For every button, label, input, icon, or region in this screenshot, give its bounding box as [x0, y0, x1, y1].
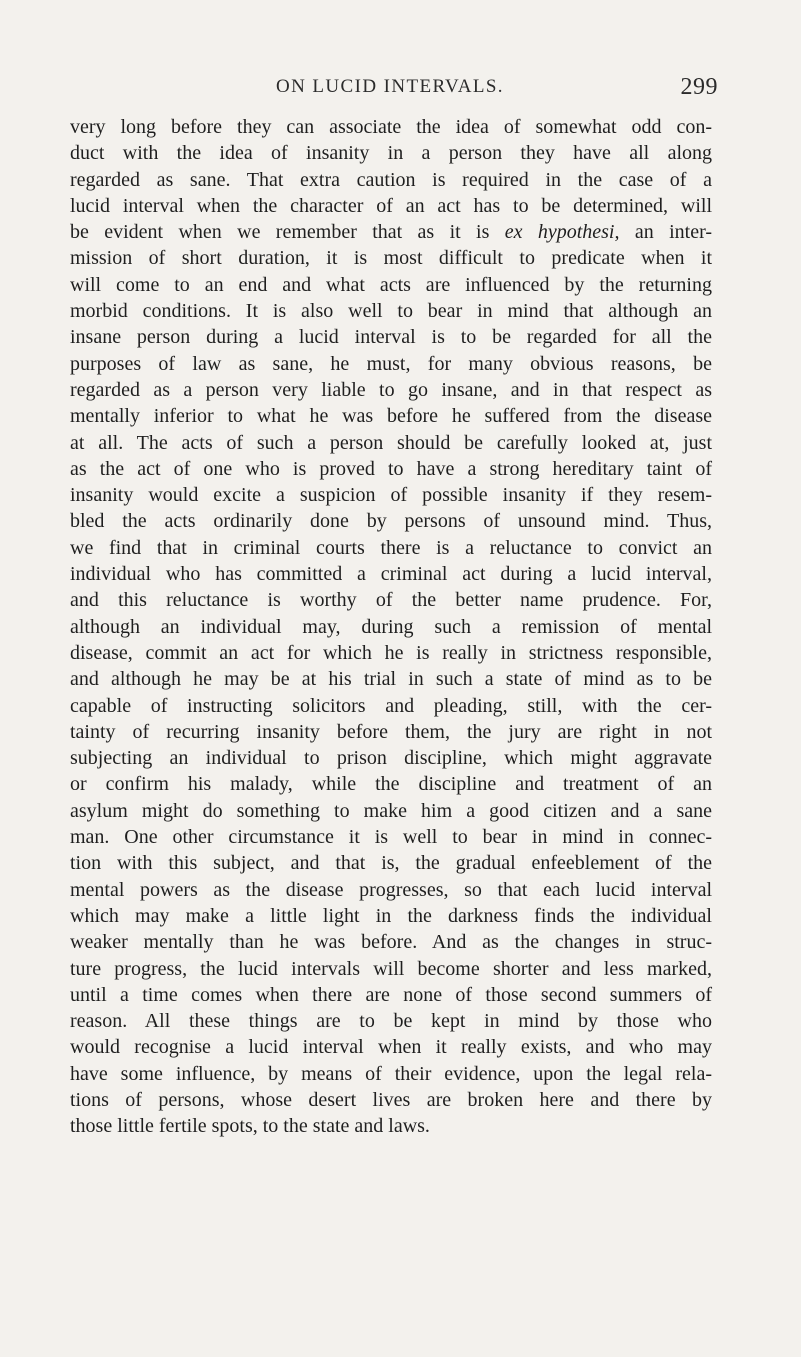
text-line: morbid conditions. It is also well to bear in mind that although an — [70, 300, 712, 323]
running-title: ON LUCID INTERVALS. — [276, 76, 504, 97]
text-line: mentally inferior to what he was before he suffered from the disease — [70, 405, 712, 428]
text-line: disease, commit an act for which he is really in strictness responsible, — [70, 641, 712, 664]
text-line: ture progress, the lucid intervals will become shorter and less marked, — [70, 957, 712, 980]
text-line: lucid interval when the character of an act has to be determined, will — [70, 194, 712, 217]
text-line: tions of persons, whose desert lives are broken here and there by — [70, 1088, 712, 1111]
text-line: or confirm his malady, while the discipline and treatment of an — [70, 773, 712, 796]
text-line: subjecting an individual to prison discipline, which might aggravate — [70, 747, 712, 770]
text-line: individual who has committed a criminal act during a lucid interval, — [70, 563, 712, 586]
text-line: regarded as sane. That extra caution is required in the case of a — [70, 168, 712, 191]
italic-phrase: ex hypothesi, — [504, 221, 620, 244]
text-line: until a time comes when there are none of those second summers of — [70, 983, 712, 1006]
text-line: will come to an end and what acts are influenced by the returning — [70, 273, 712, 296]
text-line: would recognise a lucid interval when it really exists, and who may — [70, 1036, 712, 1059]
text-line: at all. The acts of such a person should be carefully looked at, just — [70, 431, 712, 454]
text-line: weaker mentally than he was before. And as the changes in struc- — [70, 931, 712, 954]
text-line: have some influence, by means of their evidence, upon the legal rela- — [70, 1062, 712, 1085]
text-line: mental powers as the disease progresses, so that each lucid interval — [70, 878, 712, 901]
text-line: capable of instructing solicitors and pleading, still, with the cer- — [70, 694, 712, 717]
text-line: duct with the idea of insanity in a person they have all along — [70, 142, 712, 165]
text-line: insane person during a lucid interval is to be regarded for all the — [70, 326, 712, 349]
body-paragraph — [70, 114, 712, 1140]
text-line: tainty of recurring insanity before them, the jury are right in not — [70, 720, 712, 743]
text-line: man. One other circumstance it is well to bear in mind in connec- — [70, 826, 712, 849]
text-line: and this reluctance is worthy of the better name prudence. For, — [70, 589, 712, 612]
page-number: 299 — [680, 74, 718, 100]
text-line: tion with this subject, and that is, the gradual enfeeblement of the — [70, 852, 712, 875]
text-line: we find that in criminal courts there is a reluctance to convict an — [70, 536, 712, 559]
text-line: purposes of law as sane, he must, for many obvious reasons, be — [70, 352, 712, 375]
text-line: reason. All these things are to be kept in mind by those who — [70, 1010, 712, 1033]
text-line-with-italic — [70, 219, 712, 245]
text-line-last: those little fertile spots, to the state and laws. — [70, 1115, 430, 1138]
text-line: regarded as a person very liable to go insane, and in that respect as — [70, 378, 712, 401]
text-fragment: an inter- — [619, 221, 712, 244]
text-line: very long before they can associate the idea of somewhat odd con- — [70, 116, 712, 138]
text-line: as the act of one who is proved to have a strong hereditary taint of — [70, 457, 712, 480]
text-fragment: be evident when we remember that as it is — [70, 221, 505, 244]
text-line: insanity would excite a suspicion of possible insanity if they resem- — [70, 484, 712, 507]
text-line: and although he may be at his trial in such a state of mind as to be — [70, 668, 712, 691]
text-line: although an individual may, during such a remission of mental — [70, 615, 712, 638]
text-line: which may make a little light in the darkness finds the individual — [70, 904, 712, 927]
running-head — [70, 74, 718, 106]
text-line: mission of short duration, it is most difficult to predicate when it — [70, 247, 712, 270]
text-line: bled the acts ordinarily done by persons of unsound mind. Thus, — [70, 510, 712, 533]
text-line: asylum might do something to make him a good citizen and a sane — [70, 799, 712, 822]
